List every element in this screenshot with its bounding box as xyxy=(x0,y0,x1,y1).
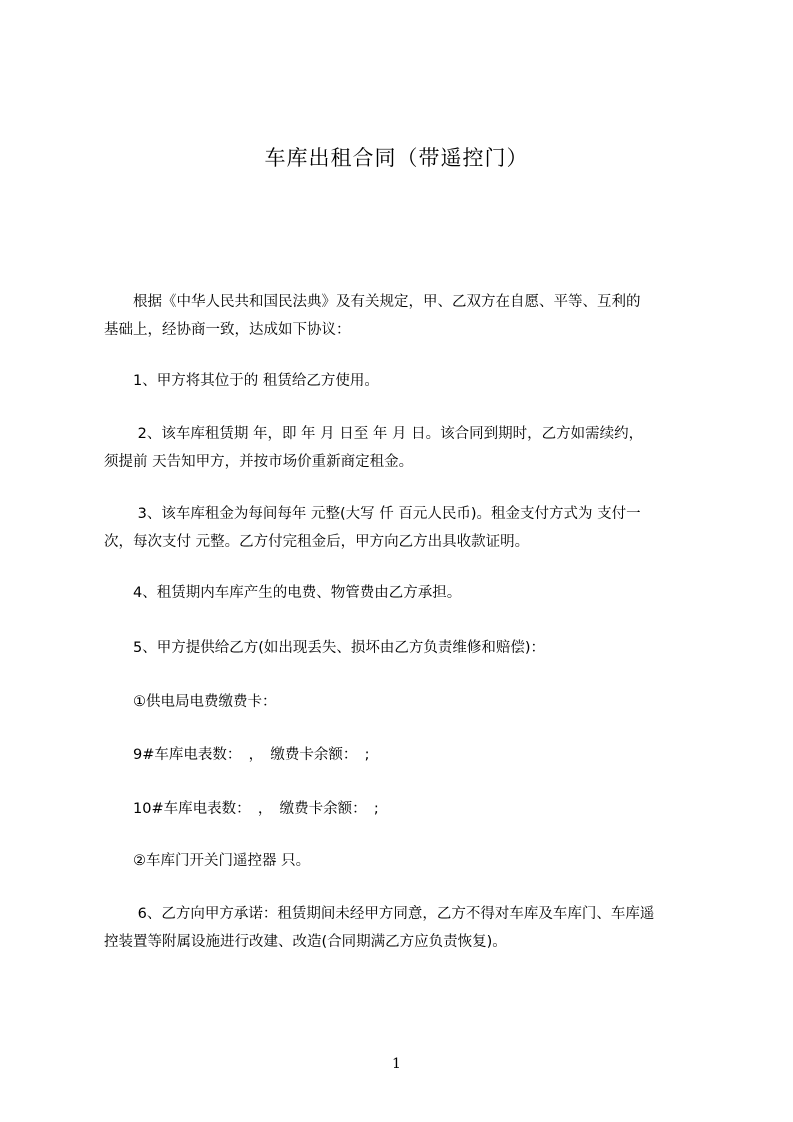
intro-paragraph xyxy=(104,288,704,344)
clause-line: 5、甲方提供给乙方(如出现丢失、损坏由乙方负责维修和赔偿)： xyxy=(104,640,546,656)
clause-line: 3、该车库租金为每间每年 元整(大写 仟 百元人民币)。租金支付方式为 支付一 xyxy=(104,506,641,522)
clause-5 xyxy=(104,634,704,662)
clause-line: 2、该车库租赁期 年，即 年 月 日至 年 月 日。该合同到期时，乙方如需续约， xyxy=(104,426,644,442)
document-title: 车库出租合同（带遥控门） xyxy=(264,146,529,170)
clause-line: 9#车库电表数： ， 缴费卡余额： ; xyxy=(104,747,370,763)
meter-line-9 xyxy=(104,741,704,769)
clause-line: 6、乙方向甲方承诺：租赁期间未经甲方同意，乙方不得对车库及车库门、车库遥 xyxy=(104,906,655,922)
clause-line: 控装置等附属设施进行改建、改造(合同期满乙方应负责恢复)。 xyxy=(104,934,507,950)
clause-line: ②车库门开关门遥控器 只。 xyxy=(104,853,311,869)
clause-line: 1、甲方将其位于的 租赁给乙方使用。 xyxy=(104,373,379,389)
clause-line: 次，每次支付 元整。乙方付完租金后，甲方向乙方出具收款证明。 xyxy=(104,534,530,550)
clause-line: 须提前 天告知甲方，并按市场价重新商定租金。 xyxy=(104,454,414,470)
intro-line: 根据《中华人民共和国民法典》及有关规定，甲、乙双方在自愿、平等、互利的 xyxy=(104,294,641,310)
clause-1 xyxy=(104,367,704,395)
meter-line-10 xyxy=(104,795,704,823)
intro-line: 基础上，经协商一致，达成如下协议： xyxy=(104,322,351,338)
clause-5-item-2 xyxy=(104,847,704,875)
page-number: 1 xyxy=(392,1056,401,1072)
clause-2 xyxy=(104,420,704,476)
clause-6 xyxy=(104,900,704,956)
clause-line: 10#车库电表数： ， 缴费卡余额： ; xyxy=(104,801,379,817)
clause-5-item-1 xyxy=(104,688,704,716)
clause-4 xyxy=(104,579,704,607)
clause-3 xyxy=(104,500,704,556)
clause-line: 4、租赁期内车库产生的电费、物管费由乙方承担。 xyxy=(104,585,462,601)
clause-line: ①供电局电费缴费卡： xyxy=(104,694,277,710)
